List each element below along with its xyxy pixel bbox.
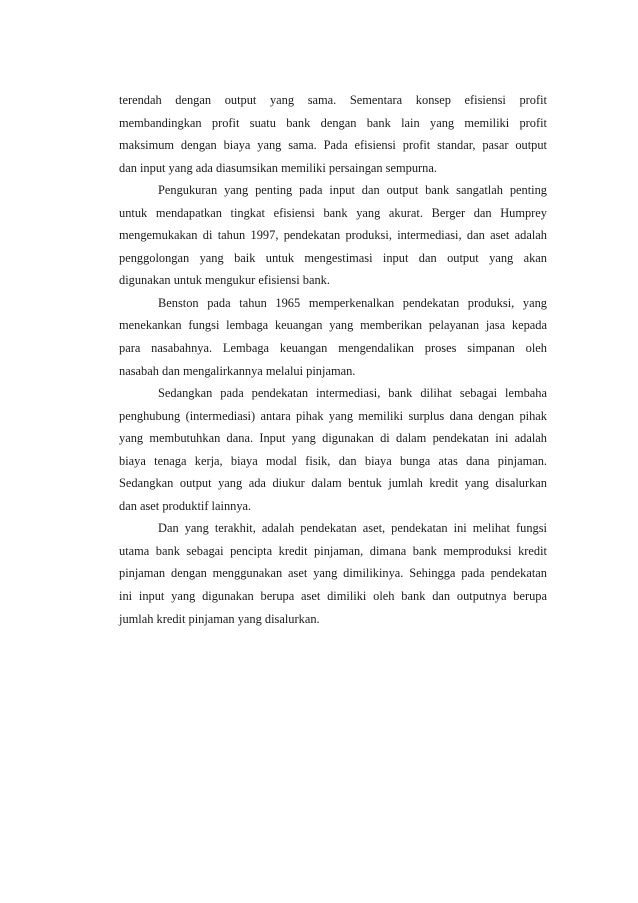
text-line: digunakan untuk mengukur efisiensi bank.: [119, 273, 330, 288]
text-line: penggolongan yang baik untuk mengestimasi input dan output yang akan: [119, 250, 547, 265]
text-line: Sedangkan pada pendekatan intermediasi, bank dilihat sebagai lembaha: [158, 386, 547, 401]
text-line: pinjaman dengan menggunakan aset yang dimilikinya. Sehingga pada pendekatan: [119, 566, 547, 581]
text-line: nasabah dan mengalirkannya melalui pinjaman.: [119, 363, 356, 378]
text-line: menekankan fungsi lembaga keuangan yang memberikan pelayanan jasa kepada: [119, 318, 547, 333]
text-line: para nasabahnya. Lembaga keuangan mengendalikan proses simpanan oleh: [119, 341, 547, 356]
text-line: ini input yang digunakan berupa aset dimiliki oleh bank dan outputnya berupa: [119, 589, 547, 604]
text-line: maksimum dengan biaya yang sama. Pada efisiensi profit standar, pasar output: [119, 138, 547, 153]
text-line: Pengukuran yang penting pada input dan output bank sangatlah penting: [158, 183, 547, 198]
text-line: Benston pada tahun 1965 memperkenalkan pendekatan produksi, yang: [158, 295, 547, 310]
text-line: biaya tenaga kerja, biaya modal fisik, dan biaya bunga atas dana pinjaman.: [119, 453, 547, 468]
text-line: dan input yang ada diasumsikan memiliki persaingan sempurna.: [119, 160, 437, 175]
body-text: [119, 89, 547, 630]
text-line: terendah dengan output yang sama. Sementara konsep efisiensi profit: [119, 93, 547, 107]
text-line: untuk mendapatkan tingkat efisiensi bank yang akurat. Berger dan Humprey: [119, 205, 547, 220]
text-line: dan aset produktif lainnya.: [119, 498, 252, 513]
text-line: Sedangkan output yang ada diukur dalam bentuk jumlah kredit yang disalurkan: [119, 476, 547, 491]
text-line: penghubung (intermediasi) antara pihak yang memiliki surplus dana dengan pihak: [119, 408, 547, 423]
text-line: yang membutuhkan dana. Input yang digunakan di dalam pendekatan ini adalah: [119, 431, 547, 446]
text-line: jumlah kredit pinjaman yang disalurkan.: [119, 611, 320, 626]
text-line: Dan yang terakhit, adalah pendekatan aset, pendekatan ini melihat fungsi: [158, 521, 547, 536]
text-line: utama bank sebagai pencipta kredit pinjaman, dimana bank memproduksi kredit: [119, 543, 547, 558]
text-line: mengemukakan di tahun 1997, pendekatan produksi, intermediasi, dan aset adalah: [119, 228, 547, 243]
text-line: membandingkan profit suatu bank dengan bank lain yang memiliki profit: [119, 115, 547, 130]
